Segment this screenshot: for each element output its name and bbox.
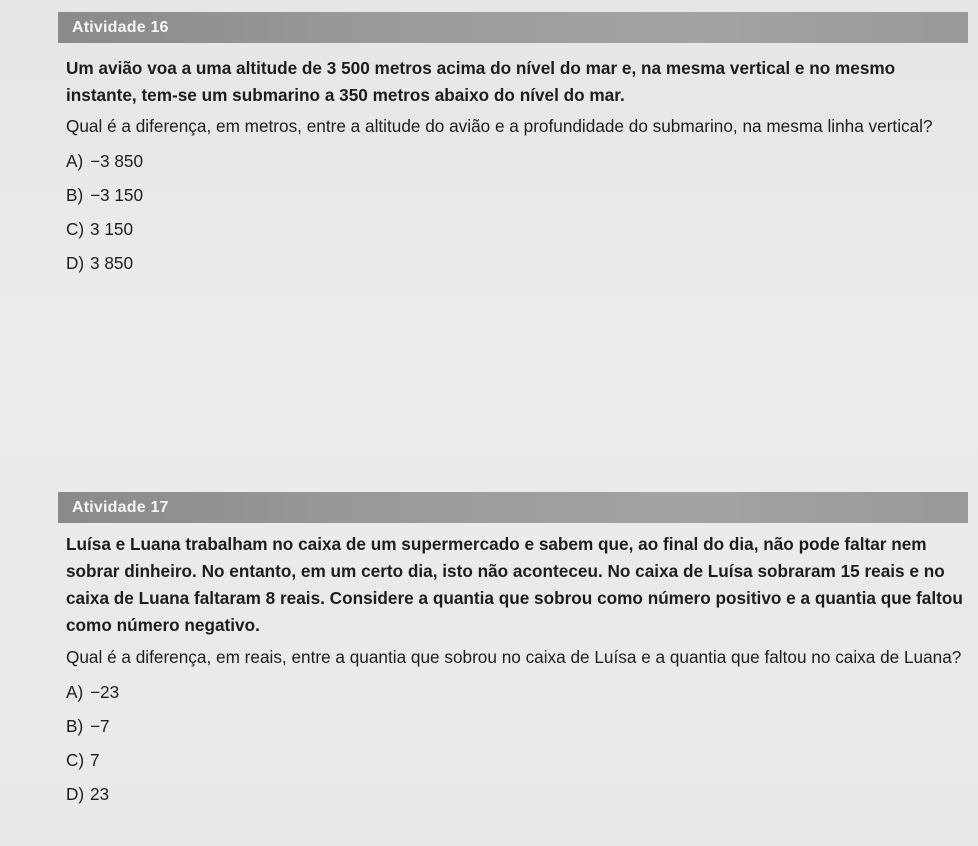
activity-17-option-b[interactable] (66, 709, 964, 743)
activity-16-option-d[interactable] (66, 246, 964, 280)
activity-16-options (66, 144, 964, 280)
activity-16-option-c[interactable] (66, 212, 964, 246)
option-text: −3 150 (90, 185, 144, 205)
activity-16-content (58, 55, 968, 280)
option-text: 7 (90, 750, 100, 770)
activity-16-title: Atividade 16 (72, 18, 169, 36)
option-text: 23 (90, 784, 110, 804)
activity-17-option-d[interactable] (66, 777, 964, 811)
option-letter: D) (66, 784, 85, 804)
option-letter: C) (66, 219, 85, 239)
activity-17-options (66, 675, 964, 811)
activity-17 (58, 492, 968, 811)
option-letter: A) (66, 151, 84, 171)
activity-17-title: Atividade 17 (72, 498, 169, 516)
activity-16-question: Qual é a diferença, em metros, entre a altitude do avião e a profundidade do submarino, na mesma linha vertical? (66, 116, 933, 136)
option-letter: B) (66, 716, 84, 736)
activity-17-option-a[interactable] (66, 675, 964, 709)
activity-17-content (58, 531, 968, 811)
activity-16-option-b[interactable] (66, 178, 964, 212)
option-text: 3 850 (90, 253, 134, 273)
activity-17-header (58, 492, 968, 523)
option-letter: D) (66, 253, 85, 273)
option-letter: B) (66, 185, 84, 205)
activity-17-option-c[interactable] (66, 743, 964, 777)
activity-17-question: Qual é a diferença, em reais, entre a quantia que sobrou no caixa de Luísa e a quantia que faltou no caixa de Luana? (66, 647, 962, 667)
activity-16-statement: Um avião voa a uma altitude de 3 500 metros acima do nível do mar e, na mesma vertical e no mesmo instante, tem-se um submarino a 350 metros abaixo do nível do mar. (66, 58, 896, 105)
activity-16 (58, 12, 968, 280)
option-text: −23 (90, 682, 120, 702)
option-text: −3 850 (90, 151, 144, 171)
activity-16-option-a[interactable] (66, 144, 964, 178)
activity-17-statement: Luísa e Luana trabalham no caixa de um supermercado e sabem que, ao final do dia, não pode faltar nem sobrar dinheiro. No entanto, em um certo dia, isto não aconteceu. No caixa de Luísa sobraram 15 reais e no caixa de Luana faltaram 8 reais. Considere a quantia que sobrou como número positivo e a quantia que faltou como número negativo. (66, 534, 963, 635)
option-letter: A) (66, 682, 84, 702)
option-letter: C) (66, 750, 85, 770)
activity-16-header (58, 12, 968, 43)
option-text: 3 150 (90, 219, 134, 239)
option-text: −7 (90, 716, 110, 736)
